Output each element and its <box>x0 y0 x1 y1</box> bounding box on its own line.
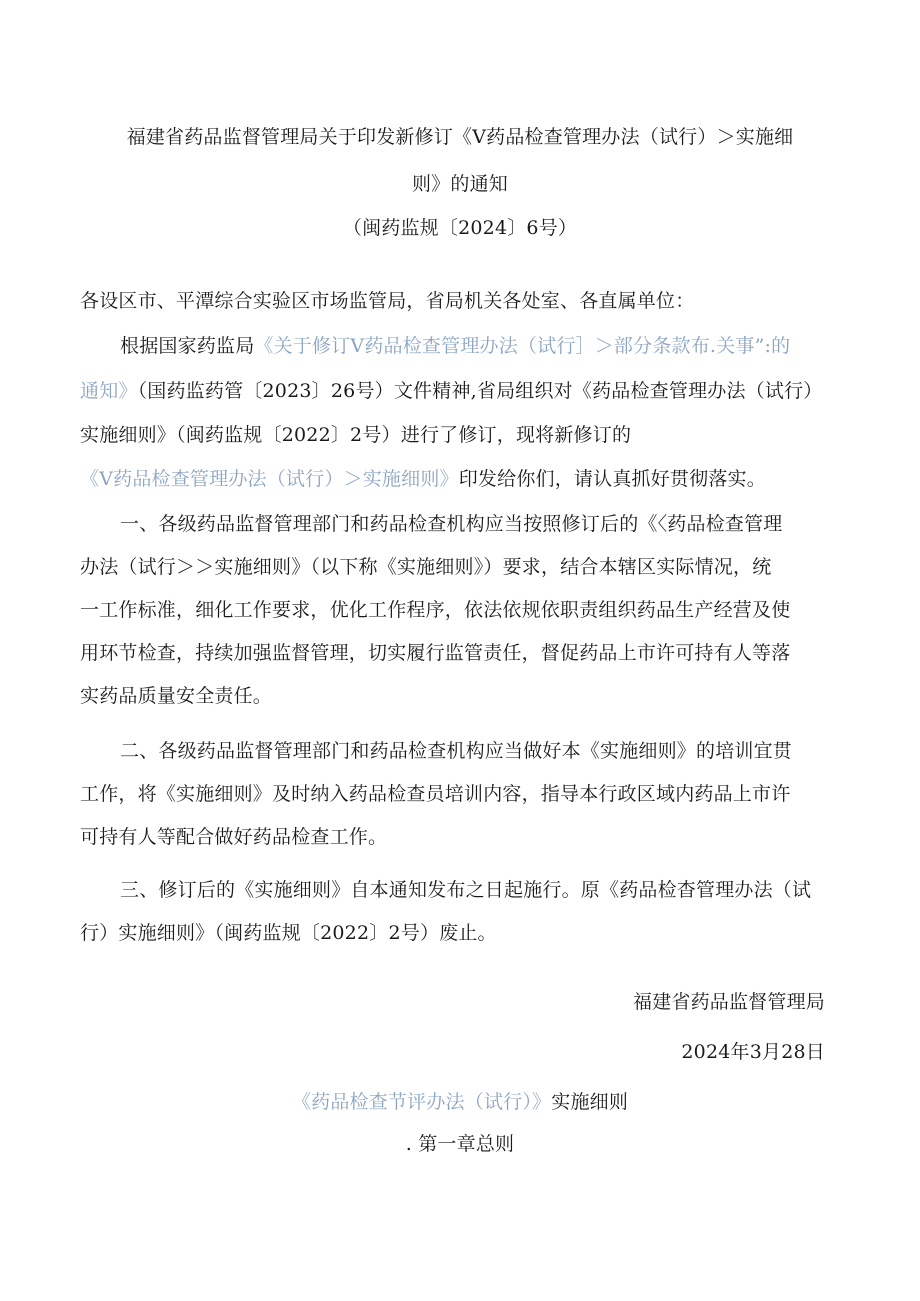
referenced-notice-link-cont[interactable]: 通知》 <box>80 380 138 402</box>
referenced-notice-link[interactable]: 《关于修订V药品检查管理办法（试行］＞部分条款布.关事”:的 <box>254 335 791 357</box>
intro-line-1 <box>120 333 790 359</box>
implementation-rules-link[interactable]: 《V药品检查管理办法（试行）＞实施细则》 <box>80 468 459 490</box>
para1-line-2: 办法（试行＞＞实施细则》（以下称《实施细则》）要求，结合本辖区实际情况，统 <box>80 556 772 578</box>
intro-text: 印发给你们，请认真抓好贯彻落实。 <box>458 468 766 490</box>
appendix-title <box>0 1089 920 1115</box>
para3-line-1: 三、修订后的《实施细则》自本通知发布之日起施行。原《药品检杳管理办法（试 <box>120 879 812 901</box>
para3-line-2: 行）实施细则》（闽药监规〔2022〕2号）废止。 <box>80 922 497 944</box>
para2-line-3: 可持有人等配合做好药品检查工作。 <box>80 826 388 848</box>
appendix-title-link[interactable]: 《药品检查节评办法（试行）》 <box>291 1091 552 1113</box>
appendix-title-text: 实施细则 <box>551 1091 629 1113</box>
para1-line-4: 用环节检查，持续加强监督管理，切实履行监管责任，督促药品上市许可持有人等落 <box>80 642 791 664</box>
issuing-organization: 福建省药品监督管理局 <box>632 991 825 1013</box>
para1-line-5: 实药品质量安全责任。 <box>80 685 273 707</box>
chapter-heading: . 第一章总则 <box>405 1133 515 1155</box>
notice-title-line-2: 则》的通知 <box>411 173 508 195</box>
intro-line-4 <box>80 466 766 492</box>
issue-date: 2024年3月28日 <box>681 1041 825 1063</box>
notice-title-line-1: 福建省药品监督管理局关于印发新修订《V药品检查管理办法（试行）＞实施细 <box>126 126 794 148</box>
para1-line-1: 一、各级药品监督管理部门和药品检查机构应当按照修订后的《〈药品检查管理 <box>120 513 783 535</box>
document-number: （闽药监规〔2024〕6号） <box>342 217 578 239</box>
intro-text: 根据国家药监局 <box>120 335 255 357</box>
intro-line-3: 实施细则》（闽药监规〔2022〕2号）进行了修订，现将新修订的 <box>80 424 632 446</box>
para2-line-1: 二、各级药品监督管理部门和药品检查机构应当做好本《实施细则》的培训宜贯 <box>120 740 793 762</box>
intro-text: （国药监药管〔2023〕26号）文件精神,省局组织对《药品检查管理办法（试行） <box>137 380 823 402</box>
intro-line-2 <box>80 378 822 404</box>
para1-line-3: 一工作标准，细化工作要求，优化工作程序，依法依规依职责组织药品生产经营及使 <box>80 599 791 621</box>
para2-line-2: 工作，将《实施细则》及时纳入药品检查员培训内容，指导本行政区域内药品上市许 <box>80 783 791 805</box>
recipients-line: 各设区市、平潭综合实验区市场监管局，省局机关各处室、各直属单位： <box>80 290 695 312</box>
